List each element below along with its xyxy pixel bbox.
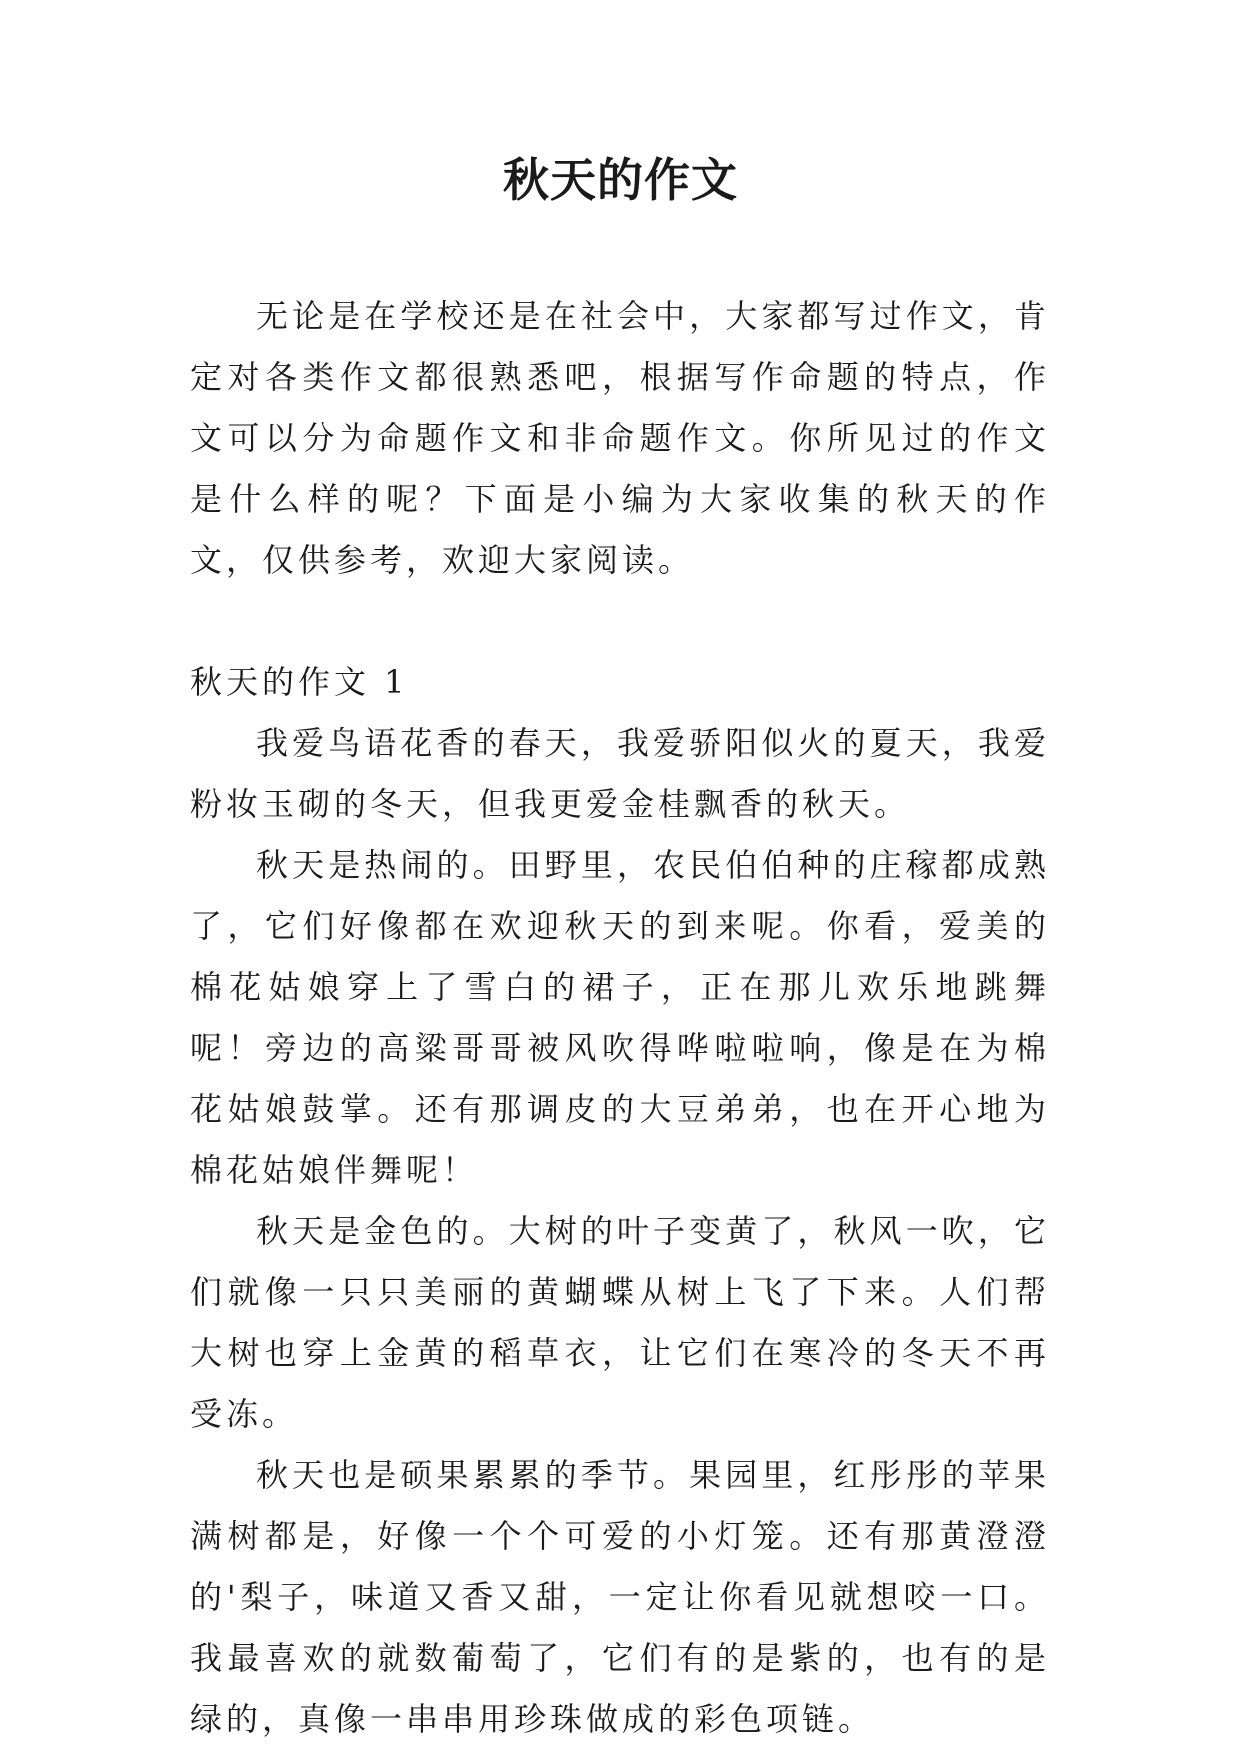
body-paragraph: 秋天也是硕果累累的季节。果园里，红彤彤的苹果满树都是，好像一个个可爱的小灯笼。还有那黄澄澄的'梨子，味道又香又甜，一定让你看见就想咬一口。我最喜欢的就数葡萄了，它们有的是紫的，也有的是绿的，真像一串串用珍珠做成的彩色项链。 <box>190 1456 1050 1738</box>
body-paragraph: 秋天是热闹的。田野里，农民伯伯种的庄稼都成熟了，它们好像都在欢迎秋天的到来呢。你看，爱美的棉花姑娘穿上了雪白的裙子，正在那儿欢乐地跳舞呢！旁边的高粱哥哥被风吹得哗啦啦响，像是在为棉花姑娘鼓掌。还有那调皮的大豆弟弟，也在开心地为棉花姑娘伴舞呢！ <box>190 846 1050 1189</box>
document-title: 秋天的作文 <box>503 153 738 207</box>
section-heading: 秋天的作文 1 <box>190 663 409 701</box>
body-paragraph: 我爱鸟语花香的春天，我爱骄阳似火的夏天，我爱粉妆玉砌的冬天，但我更爱金桂飘香的秋天。 <box>190 724 1050 823</box>
intro-paragraph: 无论是在学校还是在社会中，大家都写过作文，肯定对各类作文都很熟悉吧，根据写作命题的特点，作文可以分为命题作文和非命题作文。你所见过的作文是什么样的呢？下面是小编为大家收集的秋天的作文，仅供参考，欢迎大家阅读。 <box>190 297 1050 579</box>
document-body <box>190 286 1050 1750</box>
body-paragraph: 秋天是金色的。大树的叶子变黄了，秋风一吹，它们就像一只只美丽的黄蝴蝶从树上飞了下来。人们帮大树也穿上金黄的稻草衣，让它们在寒冷的冬天不再受冻。 <box>190 1212 1050 1433</box>
